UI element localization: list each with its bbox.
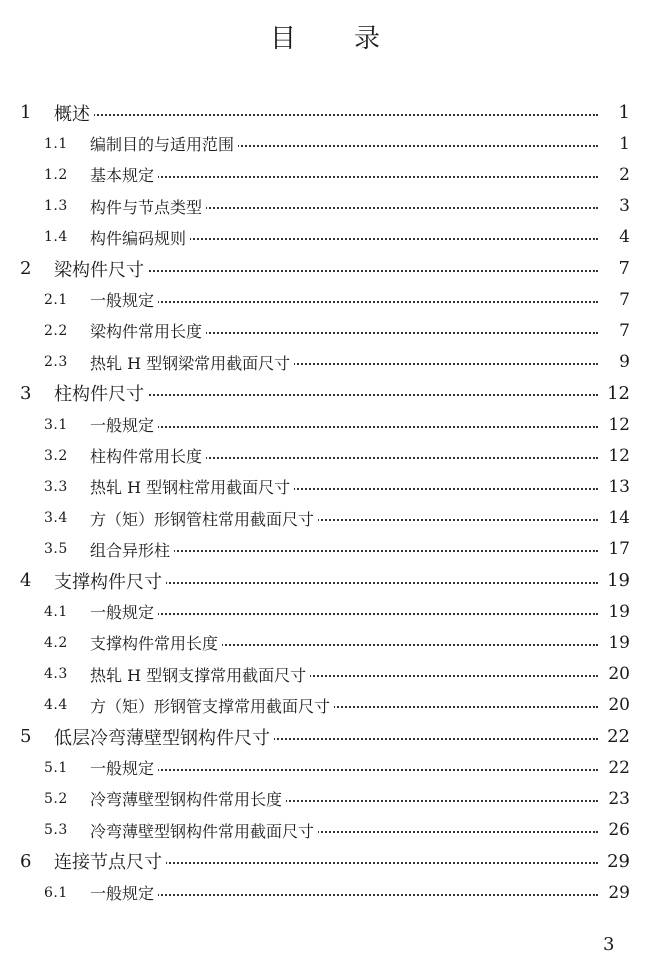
toc-entry-page: 12 <box>603 383 630 404</box>
toc-entry-title: 热轧 H 型钢支撑常用截面尺寸 <box>90 663 310 686</box>
toc-entry-number: 2.2 <box>44 322 68 339</box>
toc-entry-title: 基本规定 <box>90 163 158 186</box>
toc-entry-page: 22 <box>603 726 630 747</box>
toc-entry-page: 19 <box>603 570 630 591</box>
toc-entry-page: 14 <box>604 508 630 528</box>
toc-section-row[interactable] <box>0 222 640 253</box>
toc-entry-title: 梁构件常用长度 <box>90 319 206 342</box>
toc-entry-title: 概述 <box>54 100 94 126</box>
toc-entry-title: 一般规定 <box>90 288 158 311</box>
toc-section-row[interactable] <box>0 596 640 627</box>
toc-section-row[interactable] <box>0 159 640 190</box>
toc-entry-title: 热轧 H 型钢梁常用截面尺寸 <box>90 351 294 374</box>
toc-entry-title: 支撑构件尺寸 <box>54 568 166 594</box>
page-number: 3 <box>603 934 615 955</box>
toc-section-row[interactable] <box>0 534 640 565</box>
toc-entry-title: 柱构件常用长度 <box>90 444 206 467</box>
toc-entry-number: 2.3 <box>44 354 68 371</box>
toc-entry-page: 12 <box>604 446 630 466</box>
toc-entry-title: 低层冷弯薄壁型钢构件尺寸 <box>54 724 274 750</box>
toc-entry-page: 7 <box>615 290 630 310</box>
toc-section-row[interactable] <box>0 815 640 846</box>
toc-chapter-row[interactable] <box>0 565 640 596</box>
toc-entry-title: 一般规定 <box>90 413 158 436</box>
toc-entry-number: 5.3 <box>44 822 68 839</box>
toc-section-row[interactable] <box>0 284 640 315</box>
toc-section-row[interactable] <box>0 627 640 658</box>
toc-entry-number: 4.1 <box>44 603 68 620</box>
toc-entry-page: 29 <box>603 851 630 872</box>
toc-entry-page: 3 <box>615 196 630 216</box>
toc-chapter-row[interactable] <box>0 253 640 284</box>
toc-chapter-row[interactable] <box>0 846 640 877</box>
toc-leader-dots <box>90 176 598 178</box>
toc-section-row[interactable] <box>0 191 640 222</box>
toc-entry-page: 7 <box>615 258 630 279</box>
toc-entry-number: 5.2 <box>44 790 68 807</box>
toc-entry-title: 柱构件尺寸 <box>54 380 148 406</box>
toc-entry-page: 17 <box>604 539 630 559</box>
toc-entry-title: 支撑构件常用长度 <box>90 631 222 654</box>
toc-section-row[interactable] <box>0 877 640 908</box>
toc-entry-number: 4 <box>20 570 32 591</box>
toc-entry-number: 1.4 <box>44 229 68 246</box>
toc-entry-number: 4.3 <box>44 666 68 683</box>
toc-section-row[interactable] <box>0 128 640 159</box>
toc-section-row[interactable] <box>0 752 640 783</box>
toc-leader-dots <box>90 426 598 428</box>
toc-entry-number: 2.1 <box>44 291 68 308</box>
toc-entry-page: 4 <box>615 227 630 247</box>
toc-section-row[interactable] <box>0 315 640 346</box>
toc-entry-title: 构件与节点类型 <box>90 195 206 218</box>
page-title-char: 目 <box>269 24 298 54</box>
toc-entry-title: 方（矩）形钢管支撑常用截面尺寸 <box>90 694 334 717</box>
toc-entry-title: 冷弯薄壁型钢构件常用截面尺寸 <box>90 819 318 842</box>
toc-entry-number: 2 <box>20 258 32 279</box>
toc-entry-title: 编制目的与适用范围 <box>90 132 238 155</box>
toc-section-row[interactable] <box>0 440 640 471</box>
toc-entry-number: 1.1 <box>44 135 68 152</box>
toc-leader-dots <box>90 769 598 771</box>
toc-entry-number: 6.1 <box>44 884 68 901</box>
toc-entry-page: 19 <box>604 633 630 653</box>
toc-entry-number: 4.4 <box>44 697 68 714</box>
toc-entry-title: 连接节点尺寸 <box>54 848 166 874</box>
toc-section-row[interactable] <box>0 690 640 721</box>
toc-leader-dots <box>90 894 598 896</box>
toc-entry-number: 3 <box>20 382 32 404</box>
toc-chapter-row[interactable] <box>0 97 640 128</box>
toc-entry-page: 12 <box>604 415 630 435</box>
toc-leader-dots <box>54 114 598 116</box>
toc-chapter-row[interactable] <box>0 721 640 752</box>
toc-entry-number: 3.2 <box>44 447 68 464</box>
toc-entry-number: 3.3 <box>44 478 68 495</box>
toc-leader-dots <box>90 613 598 615</box>
toc-entry-page: 9 <box>615 352 630 372</box>
toc-entry-page: 13 <box>604 477 630 497</box>
toc-leader-dots <box>90 301 598 303</box>
toc-section-row[interactable] <box>0 409 640 440</box>
toc-entry-page: 23 <box>604 789 630 809</box>
toc-entry-number: 4.2 <box>44 634 68 651</box>
toc-entry-title: 一般规定 <box>90 600 158 623</box>
toc-entry-title: 冷弯薄壁型钢构件常用长度 <box>90 787 286 810</box>
toc-entry-title: 组合异形柱 <box>90 538 174 561</box>
toc-entry-number: 1 <box>20 102 32 123</box>
toc-entry-number: 5.1 <box>44 759 68 776</box>
toc-section-row[interactable] <box>0 503 640 534</box>
toc-entry-number: 3.1 <box>44 416 68 433</box>
toc-entry-number: 3.4 <box>44 510 68 527</box>
toc-entry-page: 7 <box>615 321 630 341</box>
toc-entry-page: 20 <box>604 695 630 715</box>
toc-entry-title: 方（矩）形钢管柱常用截面尺寸 <box>90 507 318 530</box>
toc-chapter-row[interactable] <box>0 378 640 409</box>
toc-entry-number: 3.5 <box>44 541 68 558</box>
toc-entry-number: 1.3 <box>44 198 68 215</box>
toc-section-row[interactable] <box>0 659 640 690</box>
toc-section-row[interactable] <box>0 347 640 378</box>
toc-entry-page: 1 <box>615 102 630 123</box>
toc-entry-title: 构件编码规则 <box>90 226 190 249</box>
toc-section-row[interactable] <box>0 783 640 814</box>
page-title-char: 录 <box>354 24 383 54</box>
toc-entry-page: 20 <box>604 664 630 684</box>
toc-entry-page: 22 <box>604 758 630 778</box>
toc-entry-page: 19 <box>604 602 630 622</box>
toc-entry-number: 6 <box>20 850 32 872</box>
toc-entry-title: 梁构件尺寸 <box>54 256 148 282</box>
toc-section-row[interactable] <box>0 471 640 502</box>
toc-entry-title: 热轧 H 型钢柱常用截面尺寸 <box>90 475 294 498</box>
toc-entry-page: 2 <box>615 165 630 185</box>
toc-entry-title: 一般规定 <box>90 881 158 904</box>
toc-entry-number: 1.2 <box>44 166 68 183</box>
page-title <box>0 18 652 55</box>
toc-entry-page: 1 <box>615 134 630 154</box>
toc-entry-title: 一般规定 <box>90 756 158 779</box>
toc-entry-page: 29 <box>604 883 630 903</box>
toc-entry-number: 5 <box>20 726 32 747</box>
toc-entry-page: 26 <box>604 820 630 840</box>
